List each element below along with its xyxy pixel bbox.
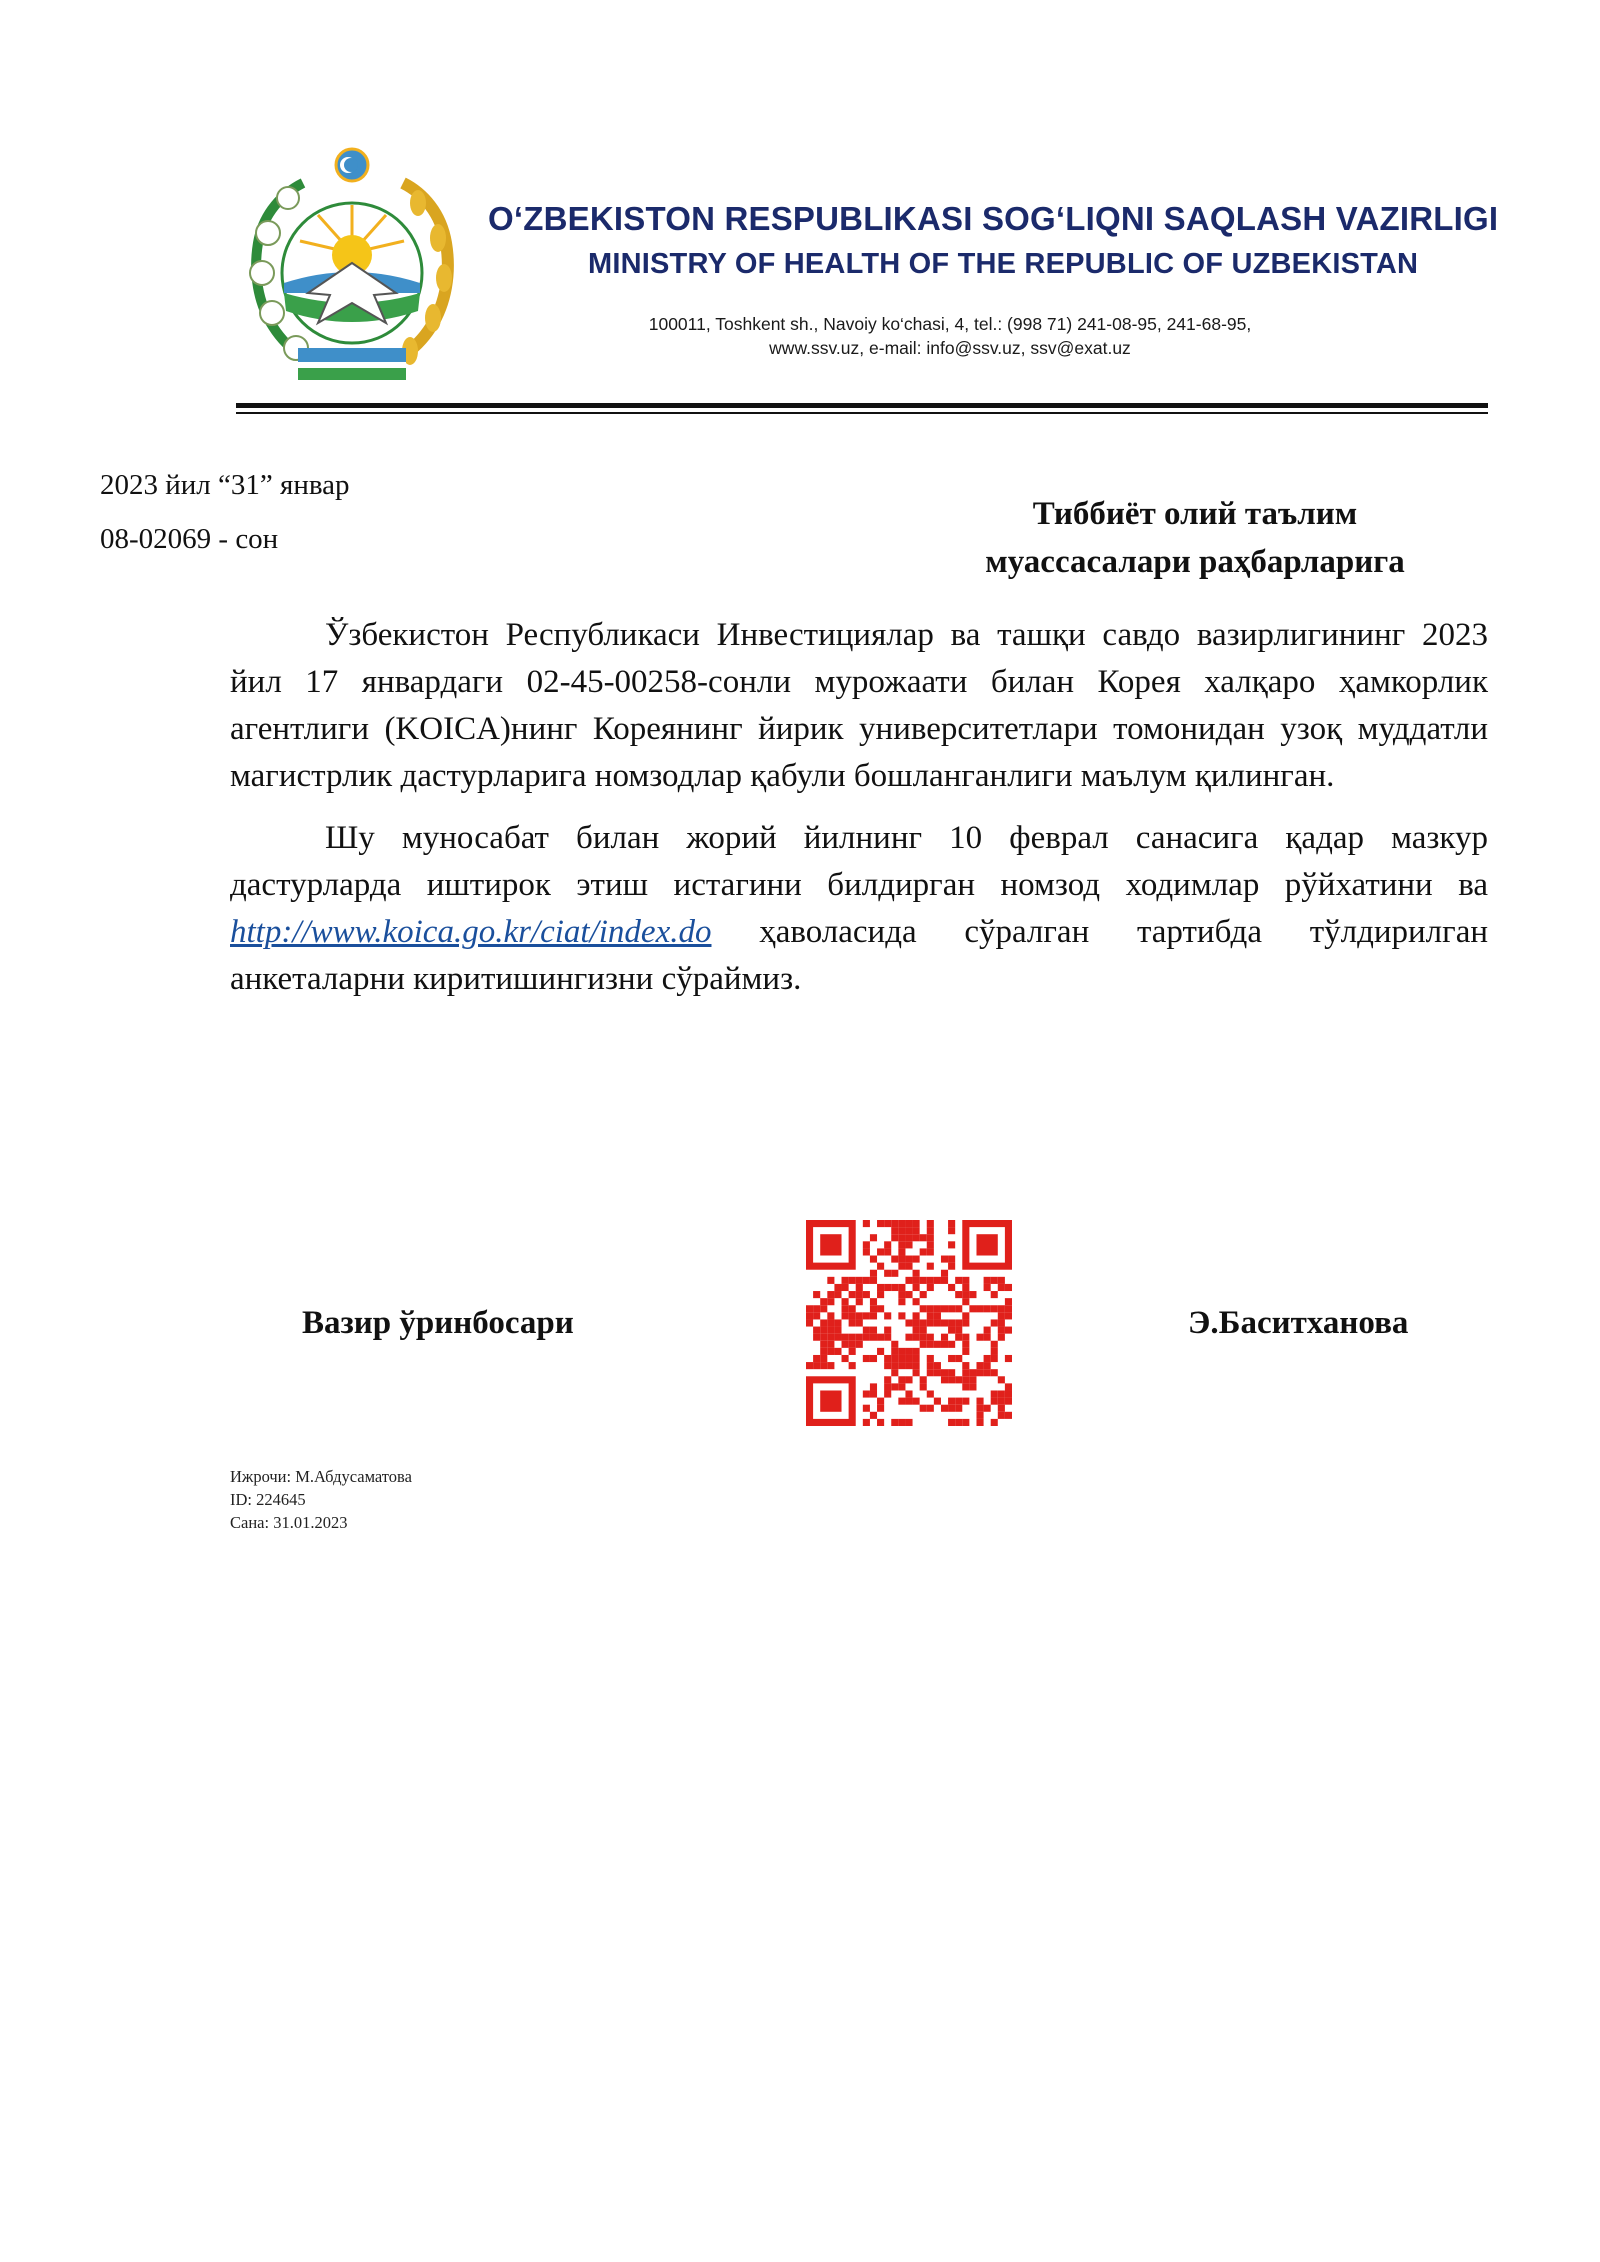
- paragraph-2-text-end: ҳаволасида сўралган тартибда тўлдирилган анкеталарни киритишингизни сўраймиз.: [230, 914, 1488, 997]
- executor-name: Ижрочи: М.Абдусаматова: [230, 1467, 412, 1486]
- qr-code-icon: [806, 1220, 1012, 1426]
- letterhead-title-en: MINISTRY OF HEALTH OF THE REPUBLIC OF UZBEKISTAN: [588, 248, 1419, 280]
- letterhead-contacts: www.ssv.uz, e-mail: info@ssv.uz, ssv@exat.uz: [769, 338, 1131, 358]
- signatory-position: Вазир ўринбосари: [302, 1305, 574, 1341]
- paragraph-2-text-start: Шу муносабат билан жорий йилнинг 10 феврал санасига қадар мазкур дастурларда иштирок этиш истагини билдирган номзод ходимлар рўйхатини ва: [230, 820, 1488, 903]
- body-paragraph-1: Ўзбекистон Республикаси Инвестициялар ва ташқи савдо вазирлигининг 2023 йил 17 январдаги 02-45-00258-сонли мурожаати билан Корея халқаро ҳамкорлик агентлиги (KOICA)нинг Кореянинг йирик университетлари томонидан узоқ муддатли магистрлик дастурларига номзодлар қабули бошланганлиги маълум қилинган.: [230, 617, 1488, 794]
- document-id: ID: 224645: [230, 1490, 306, 1509]
- body-paragraph-2: [230, 815, 1488, 1003]
- addressee-line-2: муассасалари раҳбарларига: [985, 544, 1405, 580]
- letter-number: 08-02069 - сон: [100, 523, 279, 555]
- koica-link[interactable]: http://www.koica.go.kr/ciat/index.do: [230, 914, 712, 950]
- letterhead-title-uz: O‘ZBEKISTON RESPUBLIKASI SOG‘LIQNI SAQLASH VAZIRLIGI: [488, 200, 1499, 237]
- letterhead-divider: [236, 403, 1488, 408]
- uzbekistan-state-emblem-icon: [238, 143, 466, 393]
- letterhead-address: 100011, Toshkent sh., Navoiy ko‘chasi, 4, tel.: (998 71) 241-08-95, 241-68-95,: [648, 314, 1252, 334]
- addressee-line-1: Тиббиёт олий таълим: [1032, 496, 1358, 532]
- letter-date: 2023 йил “31” январ: [100, 469, 350, 501]
- letter-body: [230, 612, 1488, 1003]
- signatory-name: Э.Баситханова: [1188, 1305, 1409, 1341]
- document-date: Сана: 31.01.2023: [230, 1513, 348, 1532]
- letterhead-divider-thin: [236, 412, 1488, 414]
